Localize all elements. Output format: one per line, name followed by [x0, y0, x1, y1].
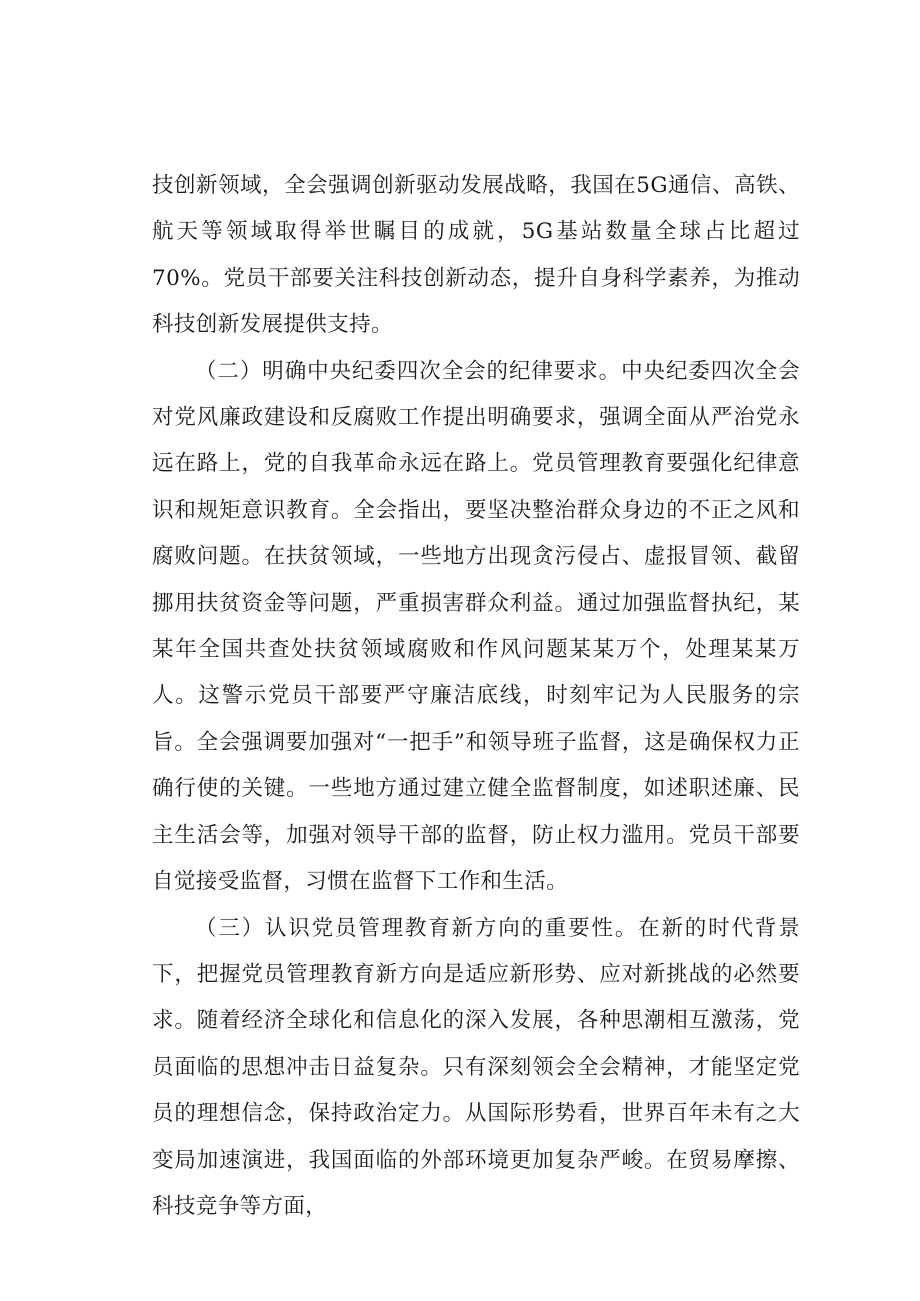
- paragraph-new-direction-importance: （三）认识党员管理教育新方向的重要性。在新的时代背景下，把握党员管理教育新方向是适应新形势、应对新挑战的必然要求。随着经济全球化和信息化的深入发展，各种思潮相互激荡，党员面临的思想冲击日益复杂。只有深刻领会全会精神，才能坚定党员的理想信念，保持政治定力。从国际形势看，世界百年未有之大变局加速演进，我国面临的外部环境更加复杂严峻。在贸易摩擦、科技竞争等方面，: [152, 915, 800, 1219]
- paragraph-discipline-requirements: （二）明确中央纪委四次全会的纪律要求。中央纪委四次全会对党风廉政建设和反腐败工作提出明确要求，强调全面从严治党永远在路上，党的自我革命永远在路上。党员管理教育要强化纪律意识和规矩意识教育。全会指出，要坚决整治群众身边的不正之风和腐败问题。在扶贫领域，一些地方出现贪污侵占、虚报冒领、截留挪用扶贫资金等问题，严重损害群众利益。通过加强监督执纪，某某年全国共查处扶贫领域腐败和作风问题某某万个，处理某某万人。这警示党员干部要严守廉洁底线，时刻牢记为人民服务的宗旨。全会强调要加强对“一把手”和领导班子监督，这是确保权力正确行使的关键。一些地方通过建立健全监督制度，如述职述廉、民主生活会等，加强对领导干部的监督，防止权力滥用。党员干部要自觉接受监督，习惯在监督下工作和生活。: [152, 358, 800, 895]
- document-body: [152, 163, 800, 1230]
- paragraph-continued: 技创新领域，全会强调创新驱动发展战略，我国在5G通信、高铁、航天等领域取得举世瞩目的成就，5G基站数量全球占比超过70%。党员干部要关注科技创新动态，提升自身科学素养，为推动科技创新发展提供支持。: [152, 173, 800, 338]
